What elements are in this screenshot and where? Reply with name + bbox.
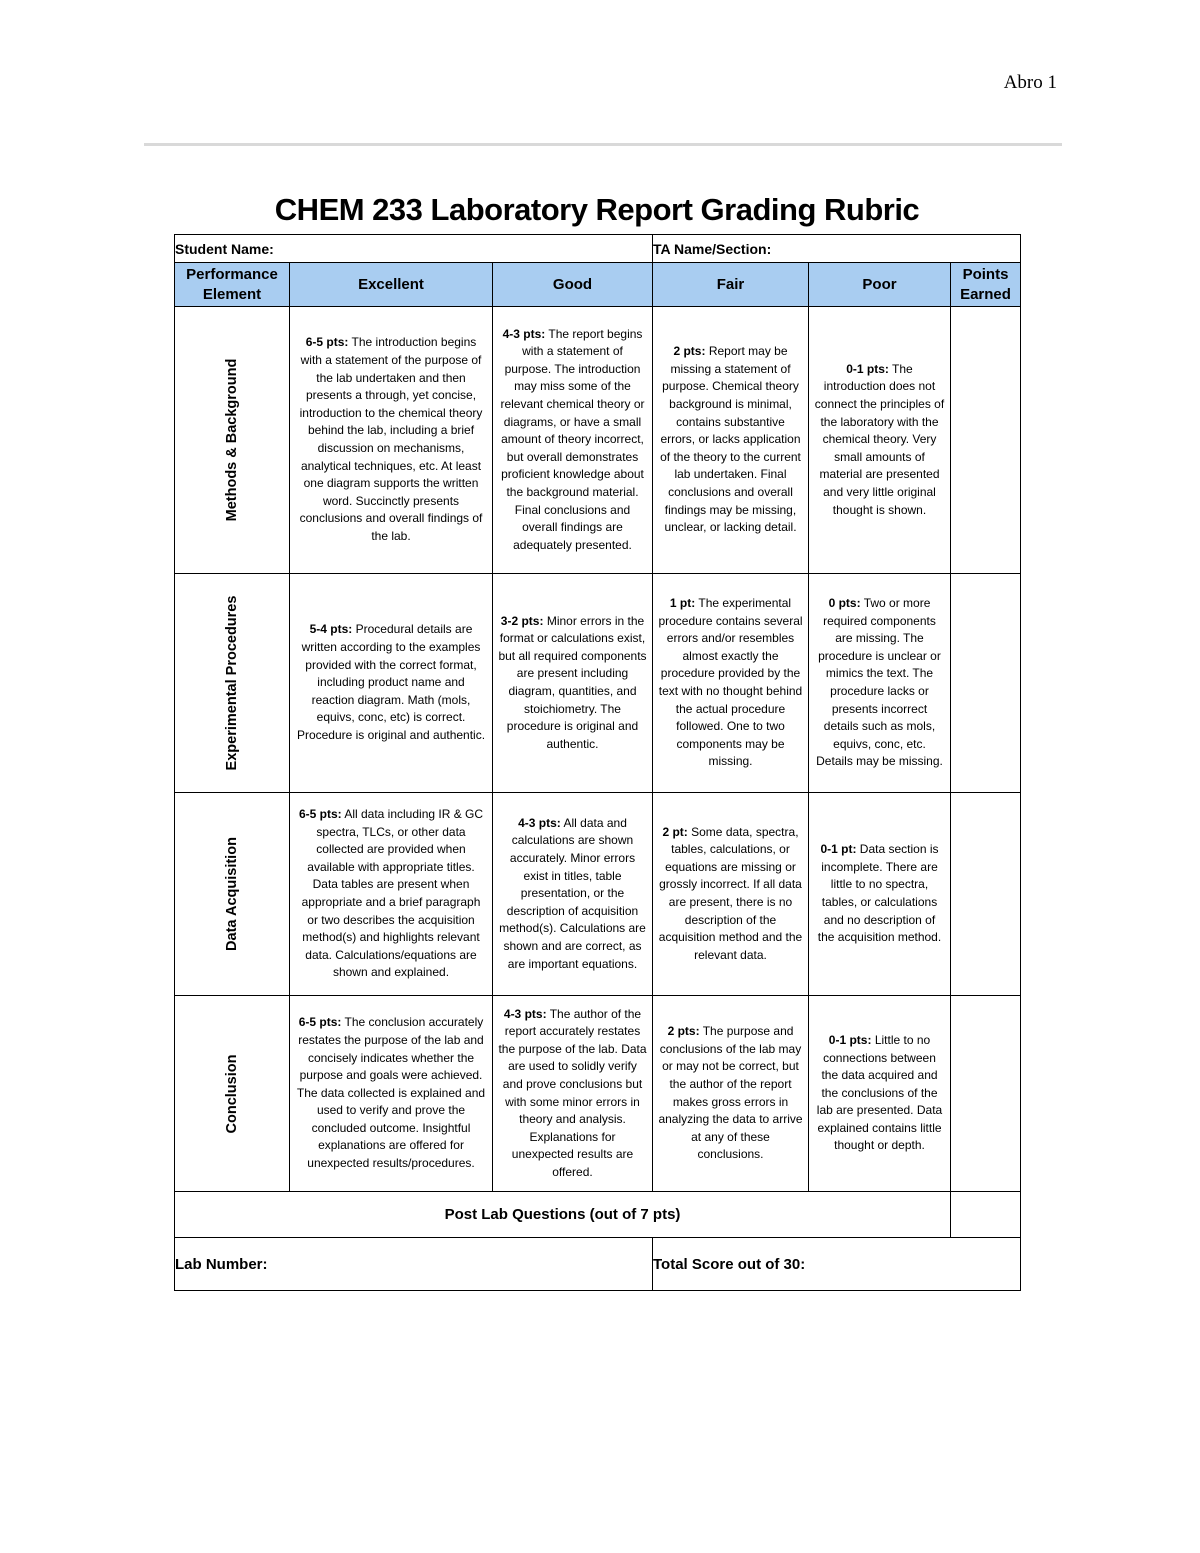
post-lab-points-cell[interactable] (951, 1192, 1021, 1238)
descriptor-text: Data section is incomplete. There are little to no spectra, tables, or calculations and no description of the acquisition method. (817, 842, 942, 945)
criterion-cell (175, 996, 290, 1192)
points-range: 5-4 pts: (309, 622, 353, 637)
rubric-cell-poor (809, 307, 951, 574)
descriptor-text: All data including IR & GC spectra, TLCs, or other data collected are provided when available with appropriate titles. Data tables are present when appropriate and a brief paragraph or two describes the acquisition method(s) and highlights relevant data. Calculations/equations are shown and explained. (301, 807, 484, 980)
criterion-row (175, 793, 1021, 996)
post-lab-row (175, 1192, 1021, 1238)
header-divider (144, 143, 1062, 146)
column-header-good: Good (493, 263, 653, 307)
points-range: 0 pts: (828, 596, 861, 611)
rubric-cell-excellent (290, 574, 493, 793)
points-range: 6-5 pts: (298, 1015, 342, 1030)
rubric-cell-good (493, 996, 653, 1192)
column-header-fair: Fair (653, 263, 809, 307)
criterion-label: Experimental Procedures (224, 595, 240, 771)
descriptor-text: Report may be missing a statement of purpose. Chemical theory background is minimal, contains substantive errors, or lacks application of the theory to the current lab undertaken. Final conclusions and overall findings may be missing, unclear, or lacking detail. (660, 344, 801, 535)
descriptor-text: The introduction begins with a statement of the purpose of the lab undertaken and then presents a through, yet concise, introduction to the chemical theory behind the lab, including a brief discussion on mechanisms, analytical techniques, etc. At least one diagram supports the written word. Succinctly presents conclusions and overall findings of the lab. (299, 335, 483, 543)
criterion-row (175, 574, 1021, 793)
total-score-field[interactable]: Total Score out of 30: (653, 1238, 1021, 1291)
criterion-label: Conclusion (224, 1054, 240, 1133)
rubric-cell-good (493, 574, 653, 793)
criterion-row (175, 307, 1021, 574)
rubric-cell-excellent (290, 996, 493, 1192)
points-range: 6-5 pts: (298, 807, 342, 822)
descriptor-text: Some data, spectra, tables, calculations, or equations are missing or grossly incorrect. If all data are present, there is no description of the acquisition method and the relevant data. (658, 824, 803, 962)
page-header: Abro 1 (1003, 72, 1057, 93)
descriptor-text: Two or more required components are missing. The procedure is unclear or mimics the text. The procedure lacks or presents incorrect details such as mols, equivs, conc, etc. Details may be missing. (816, 596, 943, 769)
descriptor-text: Little to no connections between the data acquired and the conclusions of the lab are presented. Data explained contains little thought or depth. (816, 1032, 943, 1153)
column-header-excellent: Excellent (290, 263, 493, 307)
rubric-cell-poor (809, 574, 951, 793)
points-range: 1 pt: (669, 596, 696, 611)
criterion-label: Methods & Background (224, 358, 240, 522)
post-lab-label: Post Lab Questions (out of 7 pts) (175, 1192, 951, 1238)
descriptor-text: The experimental procedure contains several errors and/or resembles almost exactly the procedure provided by the text with no thought behind the actual procedure followed. One to two components may be missing. (658, 596, 803, 769)
points-earned-cell[interactable] (951, 793, 1021, 996)
descriptor-text: Minor errors in the format or calculations exist, but all required components are present including diagram, quantities, and stoichiometry. The procedure is original and authentic. (498, 613, 647, 751)
points-earned-cell[interactable] (951, 574, 1021, 793)
ta-name-field[interactable]: TA Name/Section: (653, 235, 1021, 263)
descriptor-text: The conclusion accurately restates the purpose of the lab and concisely indicates whether the purpose and goals were achieved. The data collected is explained and used to verify and prove the concluded outcome. Insightful explanations are offered for unexpected results/procedures. (296, 1015, 486, 1171)
points-range: 0-1 pt: (820, 842, 857, 857)
criterion-label: Data Acquisition (224, 837, 240, 951)
rubric-cell-excellent (290, 307, 493, 574)
rubric-cell-fair (653, 307, 809, 574)
header-row (175, 263, 1021, 307)
rubric-cell-good (493, 307, 653, 574)
points-range: 6-5 pts: (305, 335, 349, 350)
descriptor-text: All data and calculations are shown accurately. Minor errors exist in titles, table presentation, or the description of acquisition method(s). Calculations are shown and are correct, as are important equations. (499, 815, 646, 971)
rubric-cell-poor (809, 996, 951, 1192)
points-range: 0-1 pts: (828, 1032, 872, 1047)
descriptor-text: The introduction does not connect the principles of the laboratory with the chemical theory. Very small amounts of material are presented and very little original thought is shown. (814, 361, 945, 517)
rubric-cell-excellent (290, 793, 493, 996)
lab-number-field[interactable]: Lab Number: (175, 1238, 653, 1291)
points-range: 4-3 pts: (518, 815, 561, 830)
criterion-cell (175, 307, 290, 574)
criterion-row (175, 996, 1021, 1192)
points-range: 2 pts: (673, 344, 706, 359)
rubric-cell-fair (653, 793, 809, 996)
points-range: 2 pts: (667, 1024, 700, 1039)
points-earned-cell[interactable] (951, 307, 1021, 574)
document-title: CHEM 233 Laboratory Report Grading Rubric (274, 192, 920, 227)
rubric-cell-poor (809, 793, 951, 996)
column-header-points: Points Earned (951, 263, 1021, 307)
descriptor-text: The purpose and conclusions of the lab may or may not be correct, but the author of the report makes gross errors in analyzing the data to arrive at any of these conclusions. (658, 1024, 803, 1162)
student-name-field[interactable]: Student Name: (175, 235, 653, 263)
descriptor-text: The author of the report accurately restates the purpose of the lab. Data are used to solidly verify and prove conclusions but with some minor errors in theory and analysis. Explanations for unexpected results are offered. (498, 1006, 647, 1179)
criterion-cell (175, 574, 290, 793)
column-header-poor: Poor (809, 263, 951, 307)
criterion-cell (175, 793, 290, 996)
column-header-element: Performance Element (175, 263, 290, 307)
descriptor-text: Procedural details are written according to the examples provided with the correct format, including product name and reaction diagram. Math (mols, equivs, conc, etc) is correct. Procedure is original and authentic. (296, 622, 486, 742)
rubric-cell-fair (653, 574, 809, 793)
points-range: 4-3 pts: (503, 1006, 547, 1021)
rubric-cell-good (493, 793, 653, 996)
points-range: 0-1 pts: (846, 361, 889, 376)
descriptor-text: The report begins with a statement of purpose. The introduction may miss some of the relevant chemical theory or diagrams, or have a small amount of theory incorrect, but overall demonstrates proficient knowledge about the background material. Final conclusions and overall findings are adequately presented. (500, 326, 645, 552)
info-row (175, 235, 1021, 263)
footer-row (175, 1238, 1021, 1291)
points-range: 3-2 pts: (500, 613, 544, 628)
points-earned-cell[interactable] (951, 996, 1021, 1192)
points-range: 2 pt: (662, 824, 688, 839)
points-range: 4-3 pts: (502, 326, 546, 341)
rubric-cell-fair (653, 996, 809, 1192)
rubric-table (174, 234, 1021, 1291)
